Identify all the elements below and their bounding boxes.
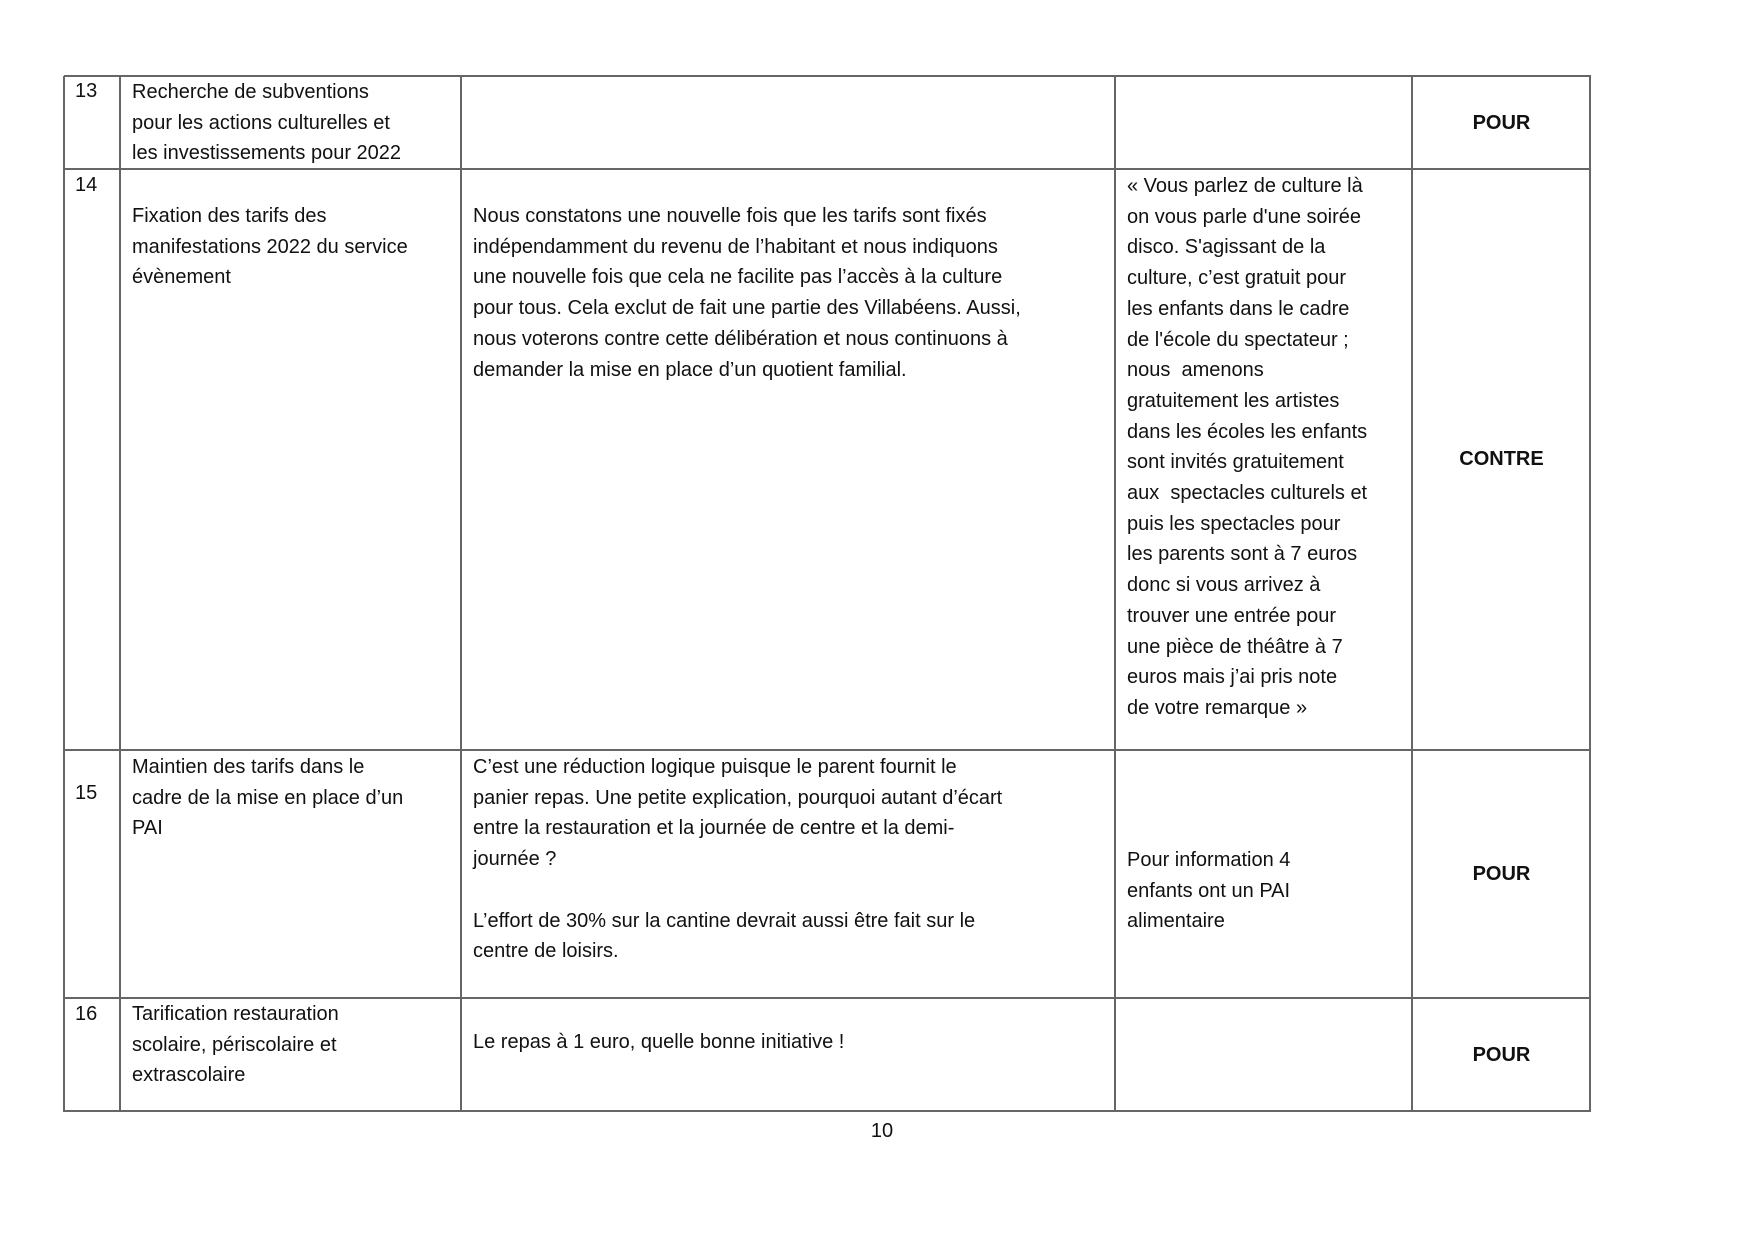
column-divider <box>460 76 462 1112</box>
row-subject: Fixation des tarifs des manifestations 2022 du service évènement <box>132 205 408 289</box>
row-vote: POUR <box>1472 863 1531 885</box>
row-vote: POUR <box>1472 1044 1531 1066</box>
column-divider <box>1411 76 1413 1112</box>
row-comment: C’est une réduction logique puisque le parent fournit le panier repas. Une petite explication, pourquoi autant d’écart entre la restauration et la journée de centre et la demi- journée ? L’effort de 30% sur la cantine devrait aussi être fait sur le centre de loisirs. <box>473 756 1003 963</box>
row-subject: Maintien des tarifs dans le cadre de la mise en place d’un PAI <box>132 756 404 840</box>
row-response: Pour information 4 enfants ont un PAI alimentaire <box>1127 849 1291 933</box>
table-border-bottom <box>64 1110 1591 1112</box>
row-vote: CONTRE <box>1459 448 1544 470</box>
row-subject: Recherche de subventions pour les actions culturelles et les investissements pour 2022 <box>132 81 402 165</box>
row-number: 13 <box>75 80 98 102</box>
column-divider <box>1114 76 1116 1112</box>
row-vote: POUR <box>1472 112 1531 134</box>
row-comment: Nous constatons une nouvelle fois que les tarifs sont fixés indépendamment du revenu de l’habitant et nous indiquons une nouvelle fois que cela ne facilite pas l’accès à la culture pour tous. Cela exclut de fait une partie des Villabéens. Aussi, nous voterons contre cette délibération et nous continuons à demander la mise en place d’un quotient familial. <box>473 205 1021 381</box>
page-number: 10 <box>870 1120 894 1142</box>
row-divider <box>64 749 1591 751</box>
row-number: 16 <box>75 1003 98 1025</box>
row-number: 14 <box>75 174 98 196</box>
row-response: « Vous parlez de culture là on vous parle d'une soirée disco. S'agissant de la culture, c’est gratuit pour les enfants dans le cadre de l'école du spectateur ; nous amenons gratuitement les artistes dans les écoles les enfants sont invités gratuitement aux spectacles culturels et puis les spectacles pour les parents sont à 7 euros donc si vous arrivez à trouver une entrée pour une pièce de théâtre à 7 euros mais j’ai pris note de votre remarque » <box>1127 175 1368 719</box>
row-comment: Le repas à 1 euro, quelle bonne initiative ! <box>473 1031 845 1053</box>
column-divider <box>63 76 65 1112</box>
column-divider <box>119 76 121 1112</box>
column-divider <box>1589 76 1591 1112</box>
row-subject: Tarification restauration scolaire, périscolaire et extrascolaire <box>132 1003 339 1087</box>
row-number: 15 <box>75 782 98 804</box>
